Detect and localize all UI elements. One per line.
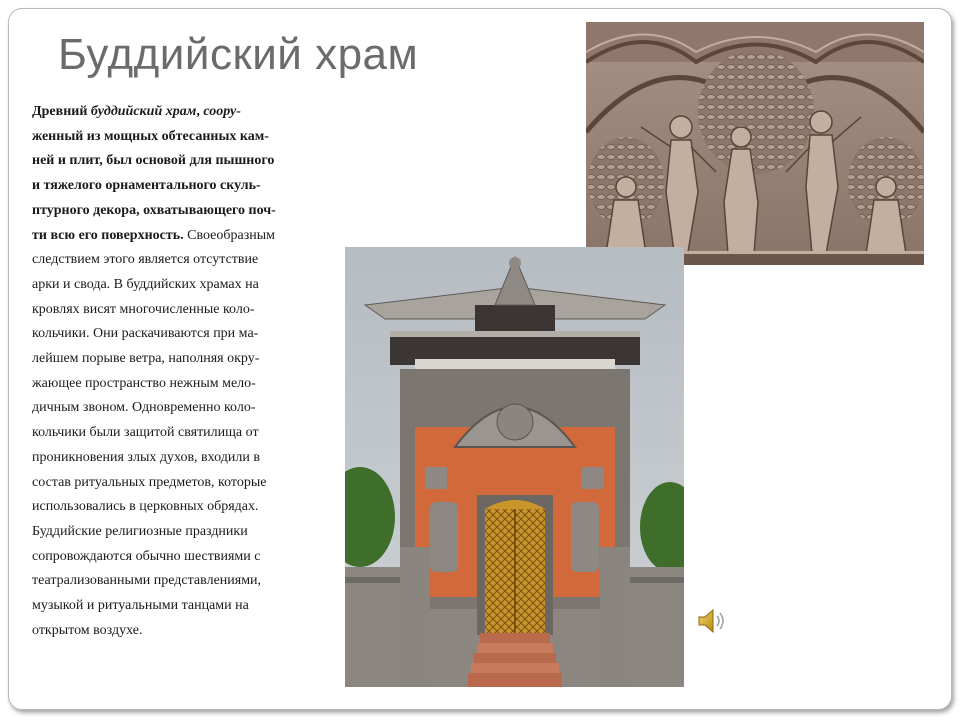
text-segment: сопровождаются обычно шествиями с bbox=[32, 548, 261, 564]
text-segment: соору- bbox=[203, 104, 241, 119]
text-line bbox=[32, 594, 322, 619]
text-segment: театрализованными представлениями, bbox=[32, 573, 262, 589]
text-segment: женный из мощных обтесанных кам- bbox=[32, 128, 269, 144]
text-line bbox=[32, 273, 322, 298]
text-line bbox=[32, 619, 322, 644]
text-segment: и тяжелого орнаментального скуль- bbox=[32, 178, 261, 194]
text-line bbox=[32, 100, 322, 125]
text-line bbox=[32, 174, 322, 199]
text-line bbox=[32, 199, 322, 224]
text-line bbox=[32, 520, 322, 545]
text-segment: , bbox=[196, 104, 204, 119]
text-line bbox=[32, 396, 322, 421]
text-segment: лейшем порыве ветра, наполняя окру- bbox=[32, 351, 260, 367]
text-segment: Буддийские религиозные праздники bbox=[32, 523, 248, 539]
text-line bbox=[32, 471, 322, 496]
speaker-sound-icon[interactable] bbox=[697, 606, 729, 636]
text-segment: птурного декора, охватывающего поч- bbox=[32, 202, 276, 218]
text-line bbox=[32, 248, 322, 273]
text-line bbox=[32, 347, 322, 372]
text-segment: следствием этого является отсутствие bbox=[32, 252, 259, 268]
text-segment: использовались в церковных обрядах. bbox=[32, 499, 259, 515]
text-segment: буддийский храм bbox=[90, 104, 197, 119]
temple-gate-photo bbox=[345, 247, 684, 687]
slide-title: Буддийский храм bbox=[58, 30, 419, 79]
text-line bbox=[32, 298, 322, 323]
text-segment: Древний bbox=[32, 104, 91, 119]
slide-body-text bbox=[32, 100, 322, 643]
text-segment: ти всю его поверхность. bbox=[32, 227, 184, 243]
text-segment: кольчики были защитой святилища от bbox=[32, 425, 259, 441]
text-segment: проникновения злых духов, входили в bbox=[32, 449, 260, 465]
text-segment: кольчики. Они раскачиваются при ма- bbox=[32, 326, 259, 342]
text-segment: кровлях висят многочисленные коло- bbox=[32, 301, 255, 317]
text-line bbox=[32, 372, 322, 397]
text-line bbox=[32, 446, 322, 471]
text-segment: дичным звоном. Одновременно коло- bbox=[32, 400, 256, 416]
text-line bbox=[32, 545, 322, 570]
text-segment: музыкой и ритуальными танцами на bbox=[32, 598, 249, 614]
text-line bbox=[32, 421, 322, 446]
text-segment: ней и плит, был основой для пышного bbox=[32, 153, 275, 169]
text-line bbox=[32, 125, 322, 150]
text-segment: Своеобразным bbox=[183, 227, 276, 243]
text-line bbox=[32, 224, 322, 249]
stone-relief-carving-photo bbox=[586, 22, 924, 265]
text-segment: состав ритуальных предметов, которые bbox=[32, 474, 267, 490]
text-segment: жающее пространство нежным мело- bbox=[32, 375, 256, 391]
text-line bbox=[32, 495, 322, 520]
text-line bbox=[32, 149, 322, 174]
text-segment: арки и свода. В буддийских храмах на bbox=[32, 276, 259, 292]
text-line bbox=[32, 322, 322, 347]
text-line bbox=[32, 569, 322, 594]
text-segment: открытом воздухе. bbox=[32, 622, 143, 638]
